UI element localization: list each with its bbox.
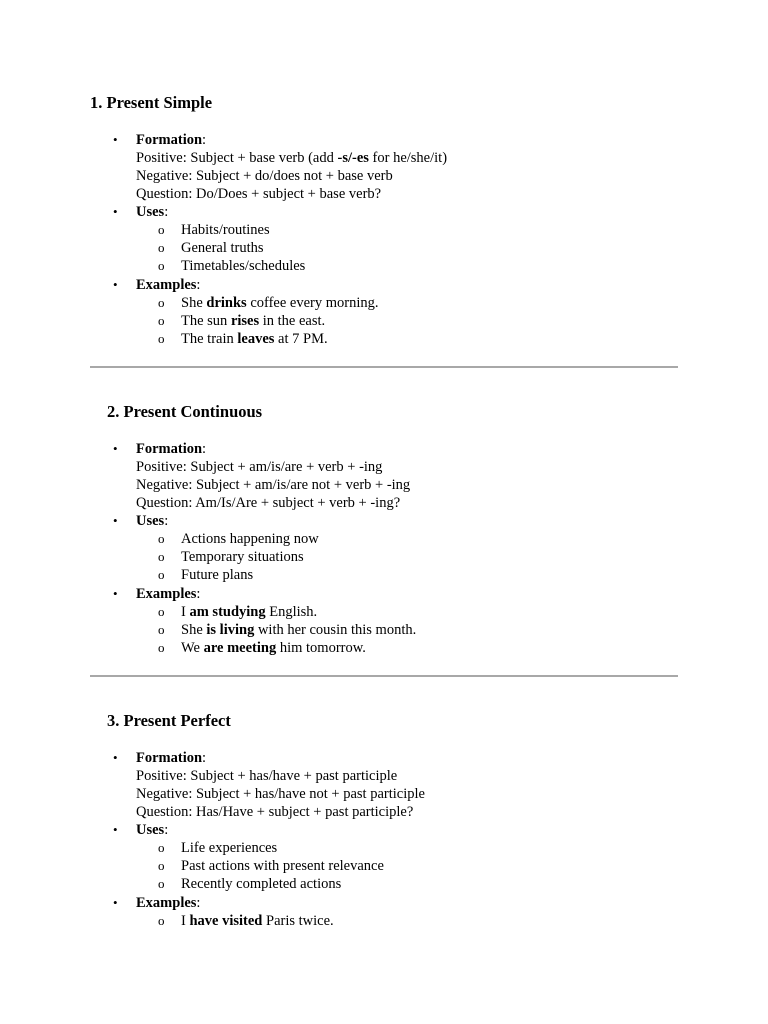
uses-heading: Uses: bbox=[136, 204, 169, 220]
examples-heading: Examples: bbox=[136, 895, 201, 911]
circle-bullet-icon: o bbox=[158, 240, 165, 255]
bullet-icon: • bbox=[113, 132, 118, 147]
formation-question: Question: Has/Have + subject + past participle? bbox=[136, 804, 414, 820]
formation-heading: Formation: bbox=[136, 132, 207, 148]
bullet-icon: • bbox=[113, 277, 118, 292]
formation-negative: Negative: Subject + has/have not + past participle bbox=[136, 786, 425, 802]
circle-bullet-icon: o bbox=[158, 295, 165, 310]
example-item: I am studying English. bbox=[181, 604, 318, 620]
circle-bullet-icon: o bbox=[158, 313, 165, 328]
circle-bullet-icon: o bbox=[158, 840, 165, 855]
circle-bullet-icon: o bbox=[158, 640, 165, 655]
use-item: Timetables/schedules bbox=[181, 258, 306, 274]
bullet-icon: • bbox=[113, 513, 118, 528]
examples-heading: Examples: bbox=[136, 277, 201, 293]
example-item: The sun rises in the east. bbox=[181, 313, 326, 329]
section-title: 3. Present Perfect bbox=[107, 711, 231, 730]
example-item: The train leaves at 7 PM. bbox=[181, 331, 328, 347]
circle-bullet-icon: o bbox=[158, 876, 165, 891]
bullet-icon: • bbox=[113, 895, 118, 910]
use-item: Temporary situations bbox=[181, 549, 304, 565]
formation-question: Question: Do/Does + subject + base verb? bbox=[136, 186, 382, 202]
use-item: General truths bbox=[181, 240, 264, 256]
bullet-icon: • bbox=[113, 586, 118, 601]
circle-bullet-icon: o bbox=[158, 913, 165, 928]
circle-bullet-icon: o bbox=[158, 258, 165, 273]
circle-bullet-icon: o bbox=[158, 549, 165, 564]
examples-heading: Examples: bbox=[136, 586, 201, 602]
section-title: 2. Present Continuous bbox=[107, 402, 263, 421]
use-item: Life experiences bbox=[181, 840, 278, 856]
uses-heading: Uses: bbox=[136, 513, 169, 529]
use-item: Future plans bbox=[181, 567, 254, 583]
formation-positive: Positive: Subject + am/is/are + verb + -ing bbox=[136, 459, 383, 475]
use-item: Habits/routines bbox=[181, 222, 270, 238]
section-title: 1. Present Simple bbox=[90, 93, 213, 112]
bullet-icon: • bbox=[113, 441, 118, 456]
bullet-icon: • bbox=[113, 822, 118, 837]
example-item: We are meeting him tomorrow. bbox=[181, 640, 366, 656]
formation-positive: Positive: Subject + base verb (add -s/-es for he/she/it) bbox=[136, 150, 448, 166]
use-item: Actions happening now bbox=[181, 531, 319, 547]
formation-negative: Negative: Subject + do/does not + base verb bbox=[136, 168, 393, 184]
bullet-icon: • bbox=[113, 204, 118, 219]
formation-positive: Positive: Subject + has/have + past participle bbox=[136, 768, 398, 784]
uses-heading: Uses: bbox=[136, 822, 169, 838]
formation-negative: Negative: Subject + am/is/are not + verb + -ing bbox=[136, 477, 411, 493]
use-item: Recently completed actions bbox=[181, 876, 342, 892]
circle-bullet-icon: o bbox=[158, 604, 165, 619]
formation-question: Question: Am/Is/Are + subject + verb + -ing? bbox=[136, 495, 401, 511]
example-item: She is living with her cousin this month. bbox=[181, 622, 417, 638]
circle-bullet-icon: o bbox=[158, 622, 165, 637]
circle-bullet-icon: o bbox=[158, 858, 165, 873]
section-divider bbox=[90, 366, 678, 368]
use-item: Past actions with present relevance bbox=[181, 858, 384, 874]
section-divider bbox=[90, 675, 678, 677]
formation-heading: Formation: bbox=[136, 441, 207, 457]
circle-bullet-icon: o bbox=[158, 567, 165, 582]
formation-heading: Formation: bbox=[136, 750, 207, 766]
circle-bullet-icon: o bbox=[158, 222, 165, 237]
bullet-icon: • bbox=[113, 750, 118, 765]
circle-bullet-icon: o bbox=[158, 531, 165, 546]
circle-bullet-icon: o bbox=[158, 331, 165, 346]
example-item: She drinks coffee every morning. bbox=[181, 295, 379, 311]
example-item: I have visited Paris twice. bbox=[181, 913, 334, 929]
